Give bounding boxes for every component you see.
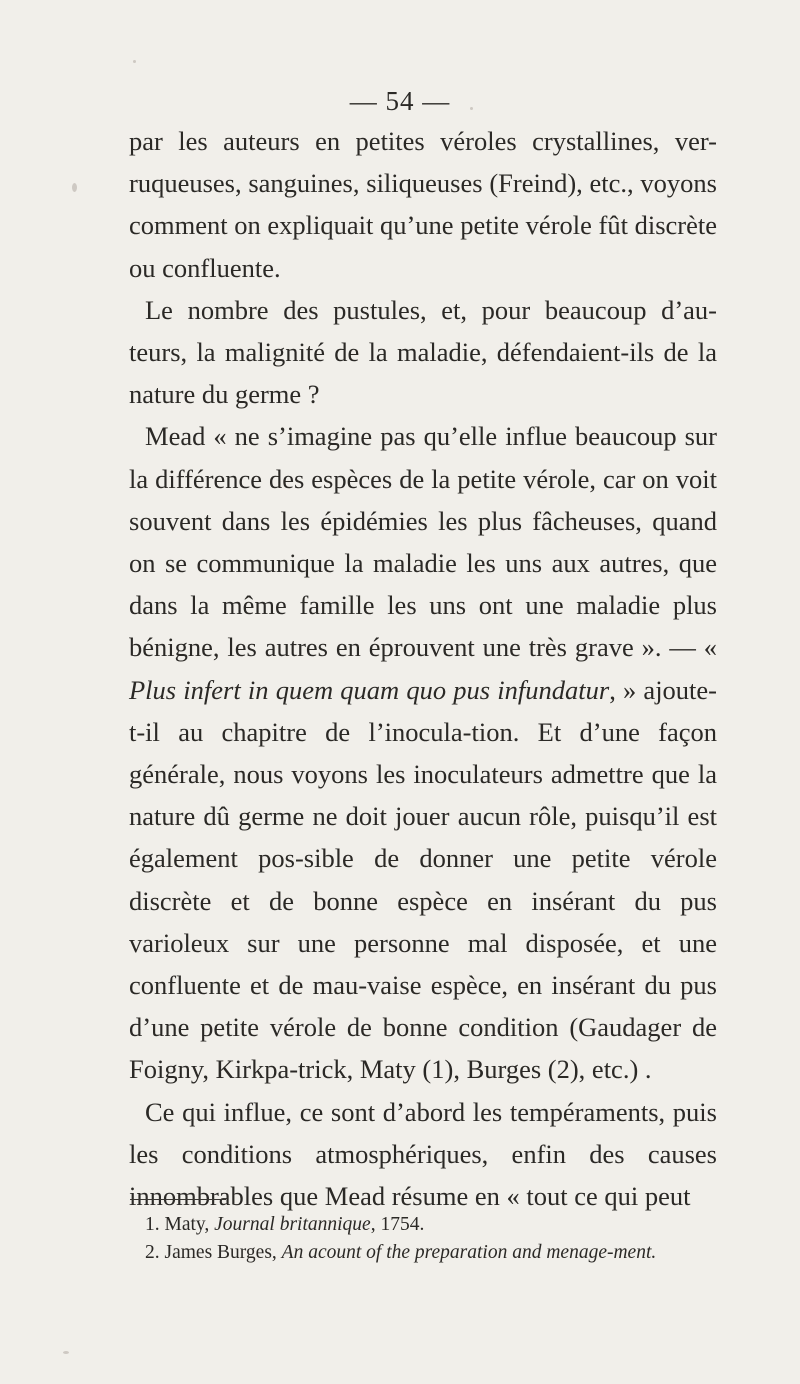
footnote-2 [129,1239,717,1267]
paragraph-2: Le nombre des pustules, et, pour beaucoup d’au-teurs, la malignité de la maladie, défendaient-ils de la nature du germe ? [129,294,717,410]
paragraph-3-text-b: , » ajoute-t-il au chapitre de l’inocula-tion. Et d’une façon générale, nous voyons les inoculateurs admettre que la nature dû germe ne doit jouer aucun rôle, puisqu’il est également pos-sible de donner une petite vérole discrète et de bonne espèce en insérant du pus varioleux sur une personne mal disposée, et une confluente et de mau-vaise espèce, en insérant du pus d’une petite vérole de bonne condition (Gaudager de Foigny, Kirkpa-trick, Maty (1), Burges (2), etc.) . [129,674,718,1085]
footnote-1-prefix: 1. Maty, [145,1214,215,1235]
footnote-1 [129,1211,717,1239]
paragraph-1: par les auteurs en petites véroles crystallines, ver-ruqueuses, sanguines, siliqueuses (Freind), etc., voyons comment on expliquait qu’une petite vérole fût discrète ou confluente. [129,126,717,283]
footnote-1-suffix: , 1754. [370,1214,425,1235]
paper-speck [72,183,77,192]
paragraph-3-text-a: Mead « ne s’imagine pas qu’elle influe beaucoup sur la différence des espèces de la petite vérole, car on voit souvent dans les épidémies les plus fâcheuses, quand on se communique la maladie les uns aux autres, que dans la même famille les uns ont une maladie plus bénigne, les autres en éprouvent une très grave ». — « [129,421,717,663]
footnote-divider [130,1199,226,1200]
paragraph-3 [129,415,717,1090]
body-text [129,120,717,1217]
footnotes [129,1211,717,1267]
footnote-2-prefix: 2. James Burges, [145,1242,282,1263]
paper-speck [133,60,136,63]
paper-speck [470,107,473,110]
footnote-2-title: An acount of the preparation and menage-ment. [281,1242,657,1263]
footnote-1-title: Journal britannique [214,1214,371,1235]
latin-quote: Plus infert in quem quam quo pus infundatur [129,674,610,705]
paper-speck [63,1351,69,1354]
paragraph-4: Ce qui influe, ce sont d’abord les tempéraments, puis les conditions atmosphériques, enfin des causes innombrables que Mead résume en « tout ce qui peut [129,1096,717,1212]
page-number: — 54 — [349,86,451,116]
